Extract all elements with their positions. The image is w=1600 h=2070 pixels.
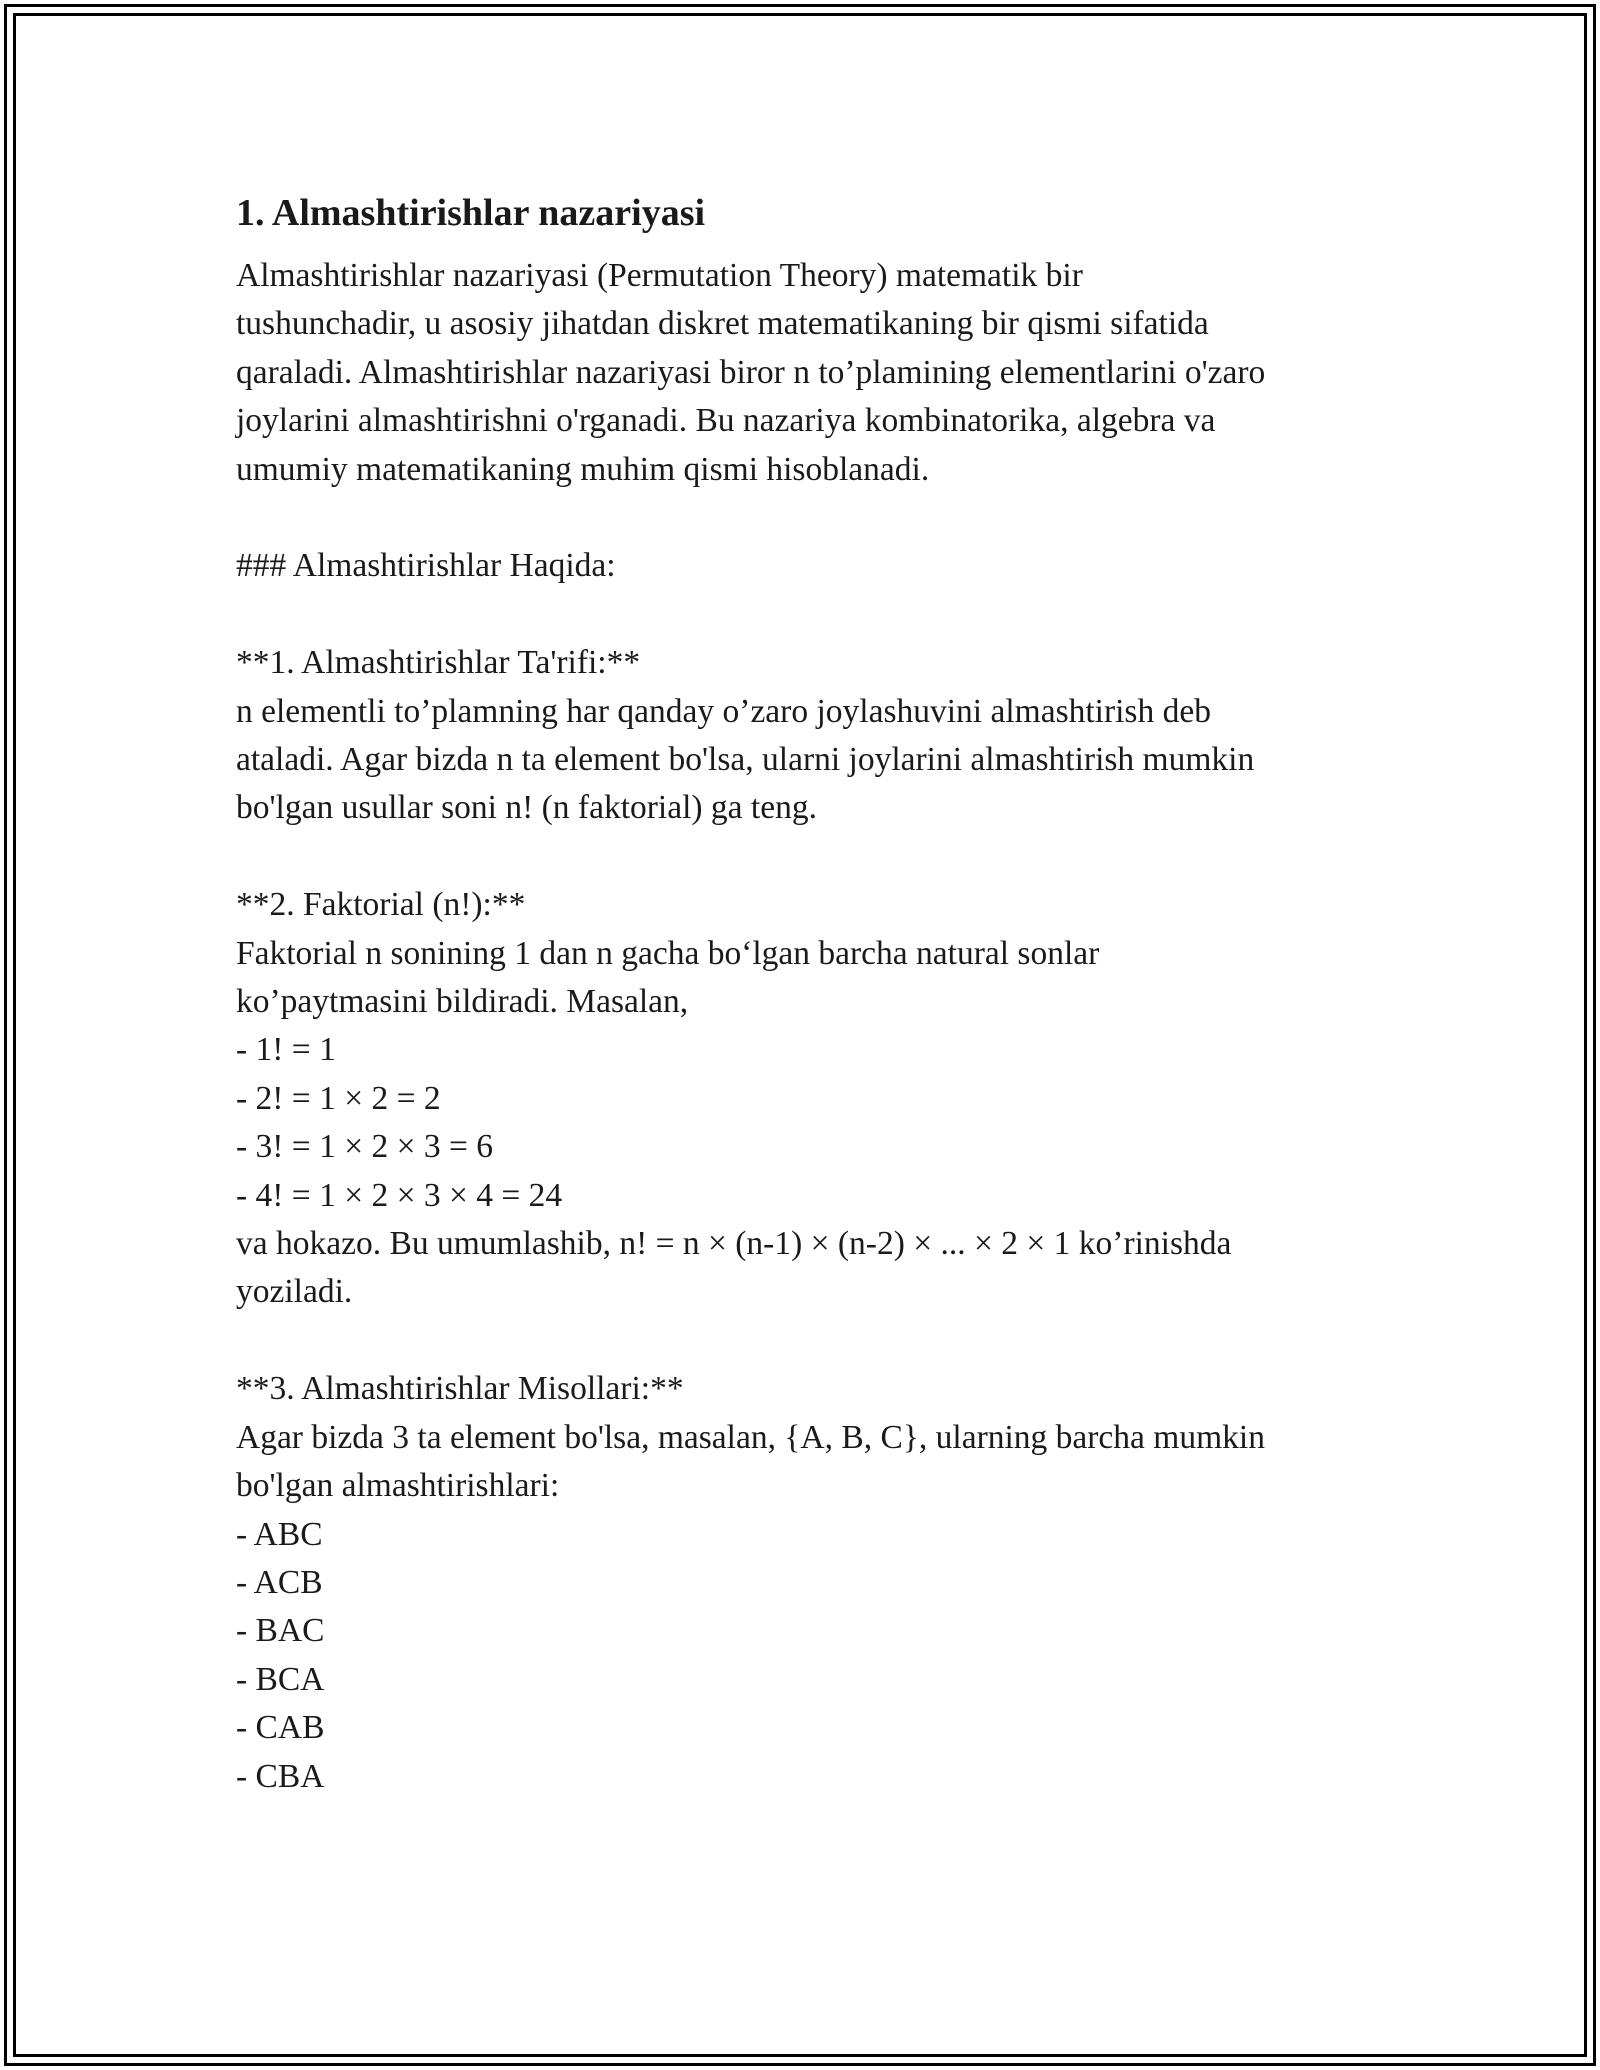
section-heading: **1. Almashtirishlar Ta'rifi:** (236, 644, 641, 682)
section-line: ataladi. Agar bizda n ta element bo'lsa, ularni joylarini almashtirish mumkin (236, 741, 1255, 779)
section-line: va hokazo. Bu umumlashib, n! = n × (n-1) × (n-2) × ... × 2 × 1 ko’rinishda (236, 1225, 1232, 1263)
list-item: - ABC (236, 1515, 323, 1553)
intro-paragraph (236, 252, 1416, 494)
section-heading: **2. Faktorial (n!):** (236, 886, 526, 924)
spacer (236, 1317, 1416, 1365)
list-item: - 4! = 1 × 2 × 3 × 4 = 24 (236, 1176, 563, 1214)
list-item: - ACB (236, 1563, 323, 1601)
subheading-text: ### Almashtirishlar Haqida: (236, 547, 616, 585)
section-line: Agar bizda 3 ta element bo'lsa, masalan, {A, B, C}, ularning barcha mumkin (236, 1418, 1265, 1456)
section-definition (236, 639, 1416, 833)
list-item: - 1! = 1 (236, 1031, 336, 1069)
spacer (236, 494, 1416, 542)
list-item: - BAC (236, 1612, 325, 1650)
section-heading: **3. Almashtirishlar Misollari:** (236, 1370, 684, 1408)
intro-line: joylarini almashtirishni o'rganadi. Bu nazariya kombinatorika, algebra va (236, 402, 1216, 440)
section-line: yoziladi. (236, 1273, 353, 1311)
list-item: - 3! = 1 × 2 × 3 = 6 (236, 1128, 494, 1166)
intro-line: Almashtirishlar nazariyasi (Permutation Theory) matematik bir (236, 257, 1083, 294)
section-line: bo'lgan usullar soni n! (n faktorial) ga teng. (236, 789, 817, 827)
subheading (236, 542, 1416, 590)
list-item: - BCA (236, 1660, 325, 1698)
section-line: Faktorial n sonining 1 dan n gacha bo‘lgan barcha natural sonlar (236, 934, 1100, 972)
section-line: bo'lgan almashtirishlari: (236, 1467, 560, 1505)
section-factorial (236, 881, 1416, 1317)
document-body (236, 186, 1416, 1801)
section-line: n elementli to’plamning har qanday o’zaro joylashuvini almashtirish deb (236, 692, 1211, 730)
list-item: - CBA (236, 1757, 325, 1795)
spacer (236, 833, 1416, 881)
list-item: - CAB (236, 1709, 325, 1747)
intro-line: umumiy matematikaning muhim qismi hisoblanadi. (236, 450, 930, 488)
document-title: 1. Almashtirishlar nazariyasi (236, 192, 706, 234)
list-item: - 2! = 1 × 2 = 2 (236, 1079, 441, 1117)
spacer (236, 591, 1416, 639)
intro-line: qaraladi. Almashtirishlar nazariyasi biror n to’plamining elementlarini o'zaro (236, 353, 1266, 391)
section-examples (236, 1365, 1416, 1801)
intro-line: tushunchadir, u asosiy jihatdan diskret matematikaning bir qismi sifatida (236, 305, 1209, 343)
section-line: ko’paytmasini bildiradi. Masalan, (236, 983, 689, 1021)
